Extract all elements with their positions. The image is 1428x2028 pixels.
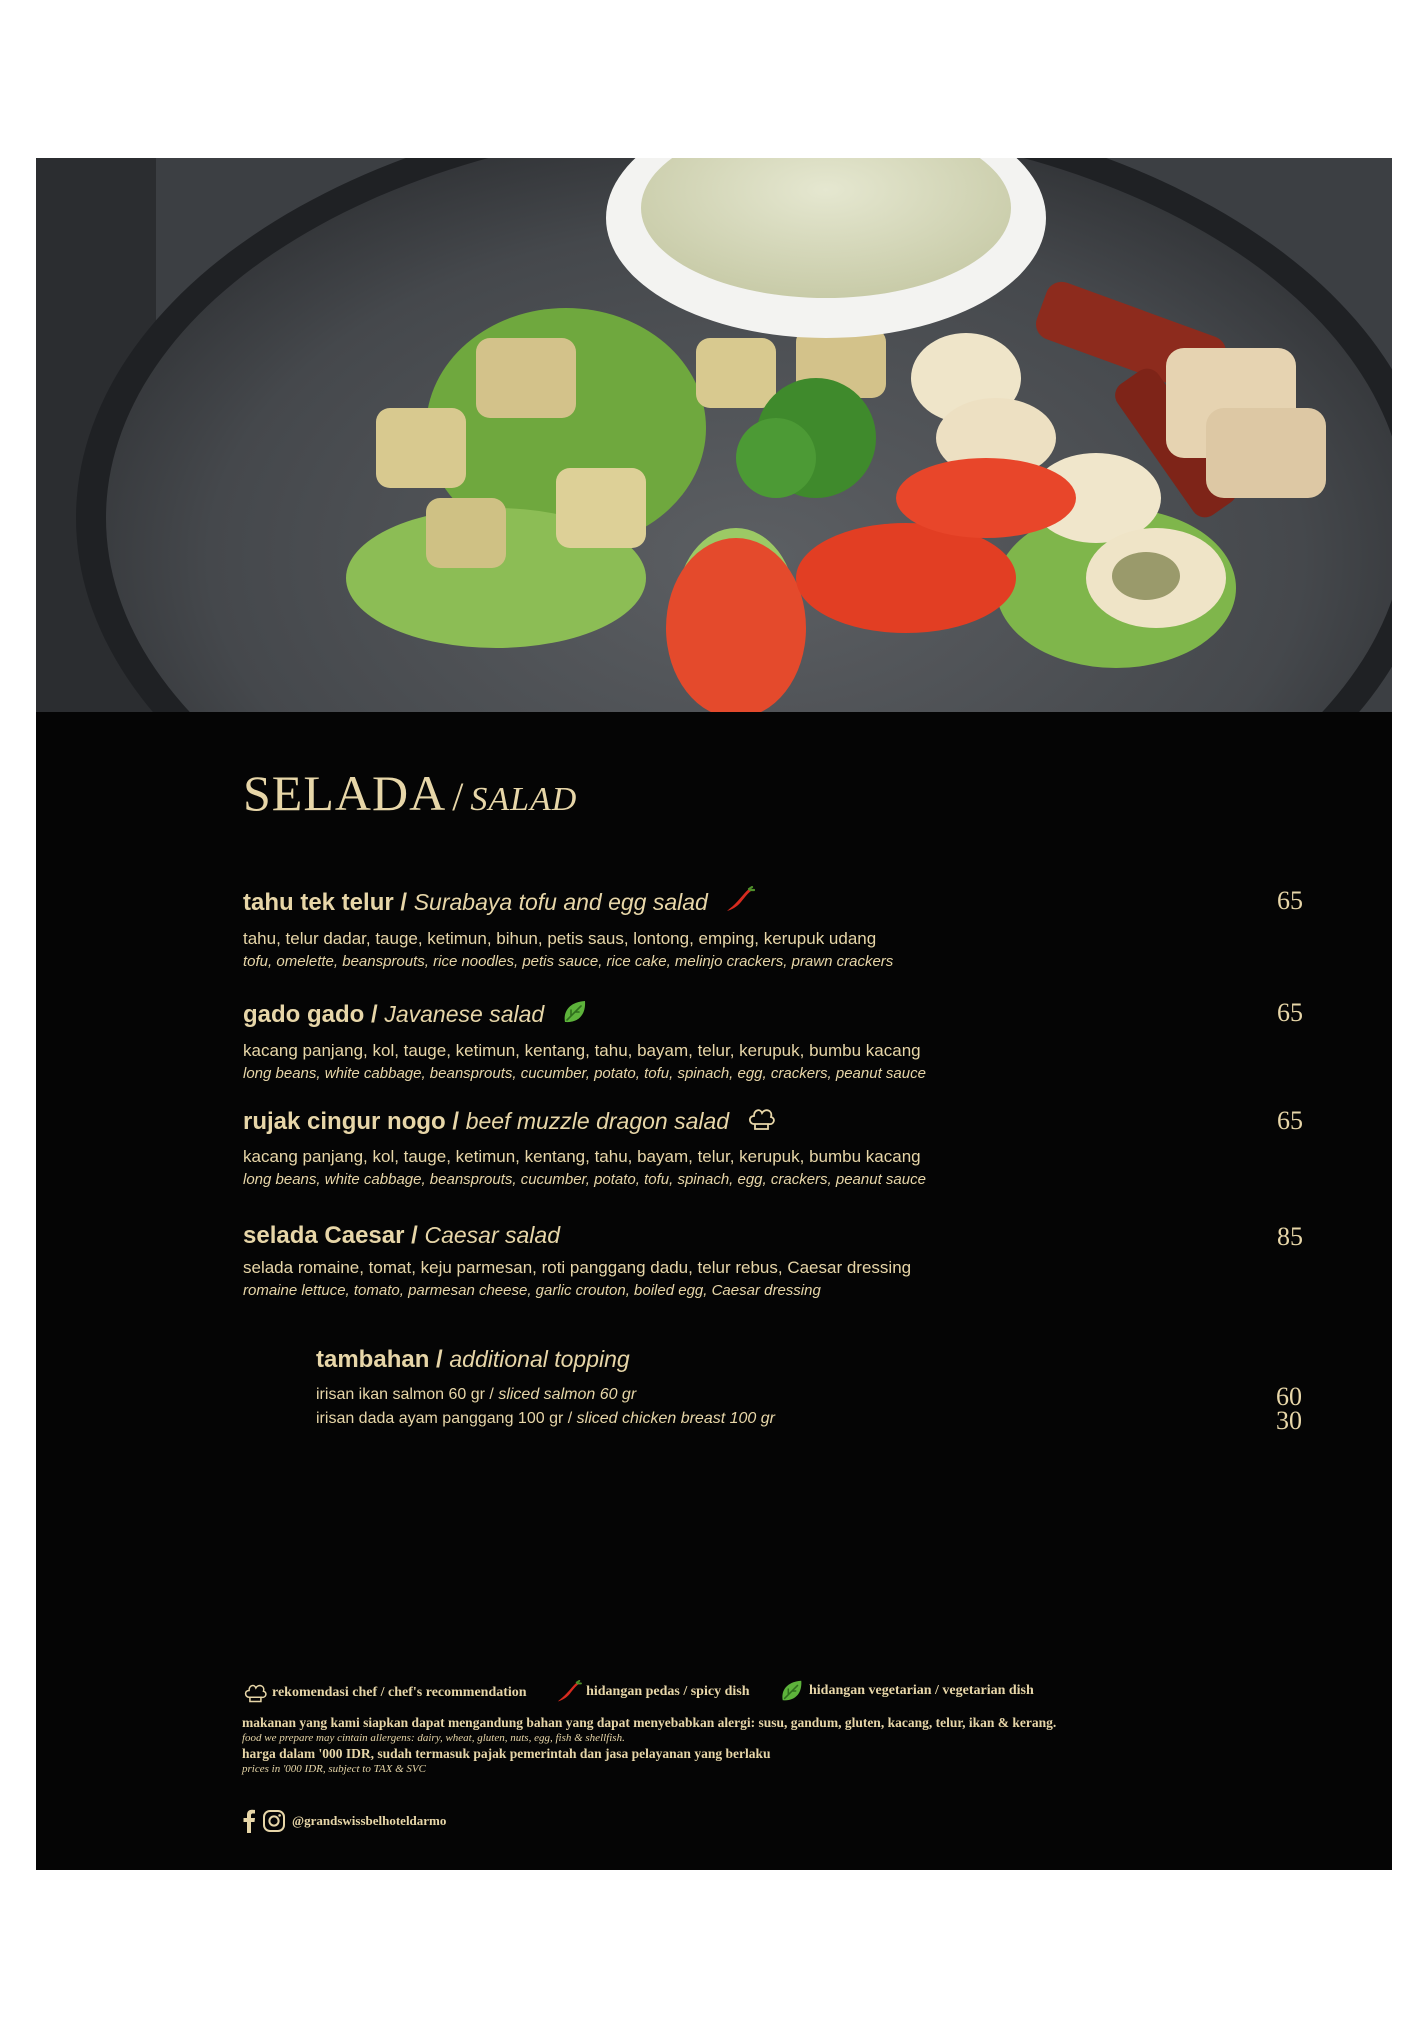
price-note-en: prices in '000 IDR, subject to TAX & SVC <box>242 1763 426 1775</box>
item-desc-en: long beans, white cabbage, beansprouts, cucumber, potato, tofu, spinach, egg, crackers, peanut sauce <box>243 1065 926 1082</box>
footer <box>242 1678 1242 1833</box>
item-desc-en: long beans, white cabbage, beansprouts, cucumber, potato, tofu, spinach, egg, crackers, peanut sauce <box>243 1171 926 1188</box>
legend-spicy-label: hidangan pedas / spicy dish <box>586 1684 750 1699</box>
chef-hat-icon <box>746 1106 776 1139</box>
topping-title: tambahan / additional topping <box>316 1346 630 1373</box>
title-id: SELADA <box>243 765 447 821</box>
facebook-icon[interactable] <box>242 1809 256 1833</box>
item-desc-id: selada romaine, tomat, keju parmesan, roti panggang dadu, telur rebus, Caesar dressing <box>243 1258 912 1277</box>
leaf-icon <box>561 998 589 1033</box>
menu-item <box>243 1222 1303 1299</box>
topping-name-en: additional topping <box>449 1346 630 1372</box>
menu-item <box>243 1106 1303 1188</box>
chili-icon <box>725 886 755 921</box>
item-name-id: gado gado <box>243 1000 365 1028</box>
topping-name-id: tambahan <box>316 1346 430 1373</box>
item-name-id: tahu tek telur <box>243 888 394 916</box>
item-price: 65 <box>1277 886 1303 915</box>
topping-row-id: irisan dada ayam panggang 100 gr <box>316 1410 564 1427</box>
topping-row: irisan ikan salmon 60 gr / sliced salmon 60 gr 60 <box>316 1382 1302 1411</box>
item-name-en: Surabaya tofu and egg salad <box>413 888 708 915</box>
topping-row-en: sliced salmon 60 gr <box>498 1386 637 1403</box>
title-en: SALAD <box>470 781 578 818</box>
legend-vegetarian-label: hidangan vegetarian / vegetarian dish <box>808 1683 1034 1698</box>
item-name: gado gado / Javanese salad <box>243 998 1303 1033</box>
item-name: selada Caesar / Caesar salad <box>243 1222 560 1249</box>
page-title <box>243 764 577 822</box>
menu-item <box>243 886 1303 970</box>
allergen-note-en: food we prepare may cintain allergens: dairy, wheat, gluten, nuts, egg, fish & shellfish. <box>242 1732 625 1744</box>
hero-photo <box>36 158 1392 712</box>
social-row <box>242 1809 1242 1833</box>
social-handle[interactable]: @grandswissbelhoteldarmo <box>292 1813 447 1828</box>
price-note-id: harga dalam '000 IDR, sudah termasuk pajak pemerintah dan jasa pelayanan yang berlaku <box>242 1746 771 1761</box>
item-name-en: Javanese salad <box>384 1000 545 1027</box>
salad-photo-illustration <box>36 158 1392 712</box>
legend-vegetarian <box>779 1678 1034 1704</box>
chili-icon <box>556 1680 582 1704</box>
item-price: 85 <box>1277 1222 1303 1251</box>
legend-chef <box>242 1682 527 1704</box>
chef-hat-icon <box>242 1682 268 1704</box>
item-price: 65 <box>1277 998 1303 1027</box>
icon-legend <box>242 1678 1242 1709</box>
item-name-id: rujak cingur nogo <box>243 1107 446 1135</box>
title-separator: / <box>452 774 465 819</box>
item-name-en: Caesar salad <box>424 1222 560 1248</box>
item-price: 65 <box>1277 1106 1303 1135</box>
item-desc-id: kacang panjang, kol, tauge, ketimun, kentang, tahu, bayam, telur, kerupuk, bumbu kacang <box>243 1041 921 1060</box>
allergen-note-id: makanan yang kami siapkan dapat mengandung bahan yang dapat menyebabkan alergi: susu, gandum, gluten, kacang, telur, ikan & kerang. <box>242 1715 1057 1730</box>
legend-chef-label: rekomendasi chef / chef's recommendation <box>272 1685 527 1700</box>
leaf-icon <box>779 1678 805 1704</box>
topping-section <box>316 1346 1302 1435</box>
item-name: rujak cingur nogo / beef muzzle dragon salad <box>243 1106 1303 1139</box>
topping-row-price: 60 <box>1276 1382 1302 1411</box>
item-desc-en: tofu, omelette, beansprouts, rice noodles, petis sauce, rice cake, melinjo crackers, prawn crackers <box>243 953 894 970</box>
topping-row-en: sliced chicken breast 100 gr <box>576 1410 775 1427</box>
item-desc-id: kacang panjang, kol, tauge, ketimun, kentang, tahu, bayam, telur, kerupuk, bumbu kacang <box>243 1147 921 1166</box>
item-name: tahu tek telur / Surabaya tofu and egg salad <box>243 886 1303 921</box>
topping-row: irisan dada ayam panggang 100 gr / sliced chicken breast 100 gr 30 <box>316 1406 1302 1435</box>
item-name-id: selada Caesar <box>243 1222 405 1249</box>
item-desc-en: romaine lettuce, tomato, parmesan cheese, garlic crouton, boiled egg, Caesar dressing <box>243 1282 821 1299</box>
menu-panel <box>36 712 1392 1870</box>
topping-row-id: irisan ikan salmon 60 gr <box>316 1386 485 1403</box>
menu-item <box>243 998 1303 1082</box>
item-name-en: beef muzzle dragon salad <box>465 1107 730 1134</box>
legend-spicy <box>556 1680 749 1704</box>
instagram-icon[interactable] <box>262 1809 286 1833</box>
item-desc-id: tahu, telur dadar, tauge, ketimun, bihun, petis saus, lontong, emping, kerupuk udang <box>243 929 877 948</box>
topping-row-price: 30 <box>1276 1406 1302 1435</box>
